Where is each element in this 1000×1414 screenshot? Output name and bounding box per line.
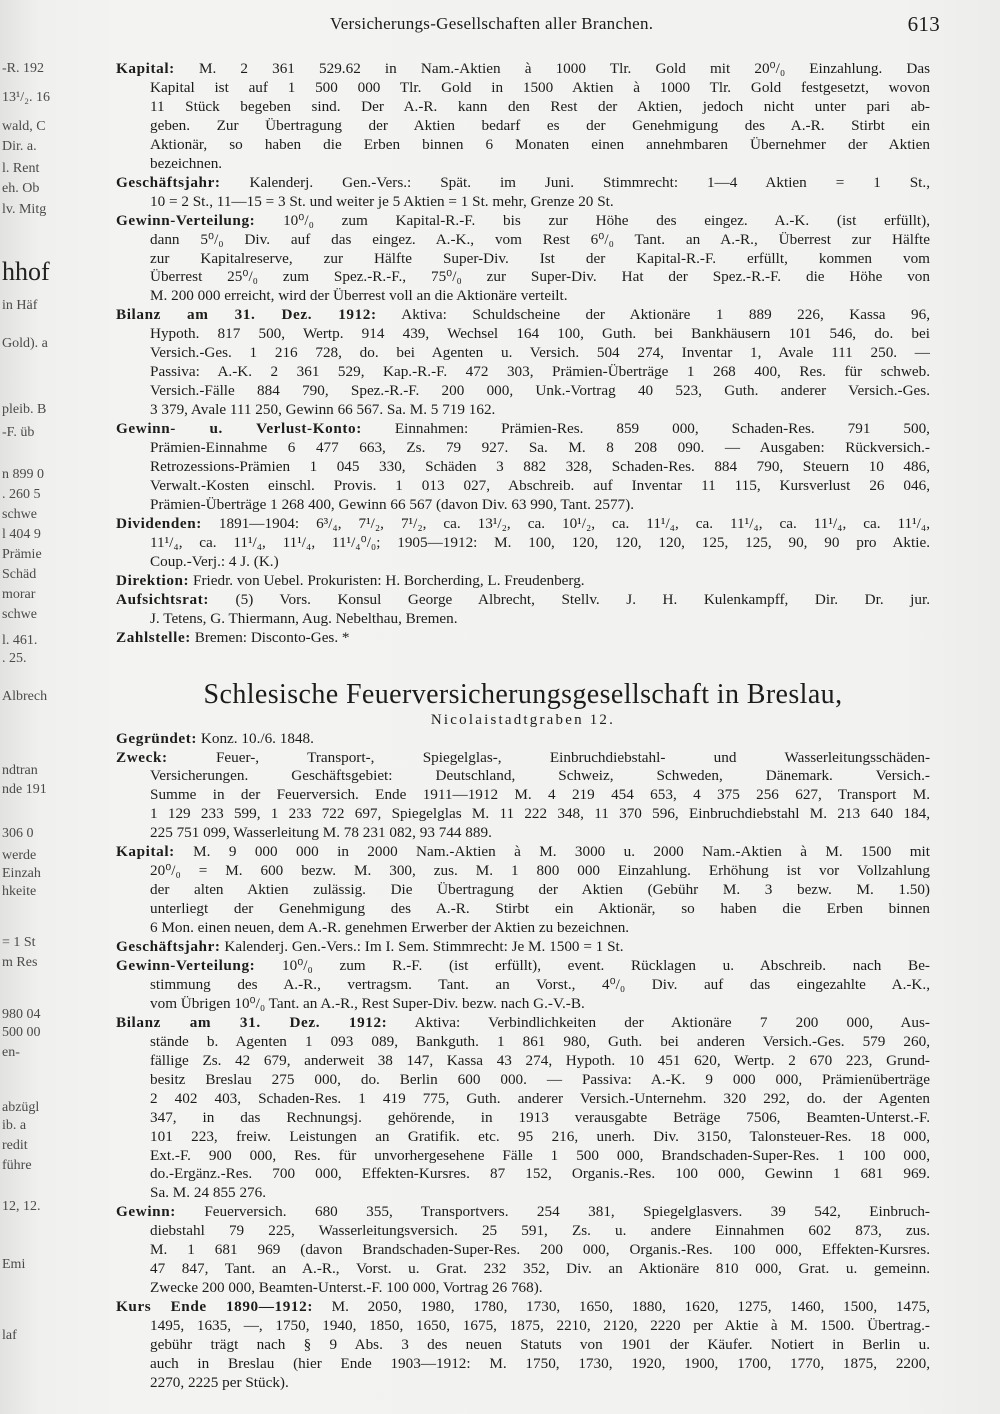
entry-text-line: [116, 155, 930, 174]
margin-fragment: Prämie: [2, 547, 42, 562]
line-text: Aktiva: Verbindlichkeiten der Aktionäre 7 200 000, Aus-: [387, 1013, 930, 1031]
entry-text-line: [116, 534, 930, 553]
margin-fragment: hkeite: [2, 884, 37, 899]
line-text: gebühr trägt nach § 9 Abs. 3 des neuen Statuts von 1901 der Käufer. Notiert in Berlin u.: [150, 1336, 930, 1354]
line-text: 20⁰/₀ = M. 600 bezw. M. 300, zus. M. 1 800 000 Einzahlung. Erhöhung ist vor Vollzahlung: [150, 862, 930, 880]
line-text: 11 Stück begeben sind. Der A.-R. kann den Rest der Aktien, jedoch nicht unter pari ab-: [150, 97, 930, 115]
margin-fragment: 13¹/₂. 16: [2, 90, 50, 105]
section-keyword: Kurs Ende 1890—1912:: [116, 1298, 313, 1316]
line-text: der alten Aktien zulässig. Die Übertragung der Aktien (Gebühr M. 3 bezw. M. 1.50): [150, 881, 930, 899]
entry-text-line: [116, 1374, 930, 1393]
line-text: Konz. 10./6. 1848.: [197, 729, 314, 747]
entry-text-line: [116, 767, 930, 786]
line-text: Friedr. von Uebel. Prokuristen: H. Borcherding, L. Freudenberg.: [189, 571, 585, 589]
margin-fragment: 980 04: [2, 1007, 41, 1022]
entry-text-line: [116, 250, 930, 269]
section-keyword: Geschäftsjahr:: [116, 938, 221, 956]
page-number: 613: [907, 12, 940, 36]
entry-text-line: [116, 79, 930, 98]
line-text: Versich.-Ges. 1 216 728, do. bei Agenten u. Versich. 504 274, Inventar 1, Avale 111 250. —: [150, 344, 930, 362]
entry-text-line: [116, 325, 930, 344]
line-text: Überrest 25⁰/₀ zum Spez.-R.-F., 75⁰/₀ zur Super-Div. Hat der Spez.-R.-F. die Höhe von: [150, 268, 930, 286]
entry-section-line: [116, 1298, 930, 1317]
entry-text-line: [116, 401, 930, 420]
line-text: dann 5⁰/₀ Div. auf das eingez. A.-K., vom Rest 6⁰/₀ Tant. an A.-R., Überrest zur Hälfte: [150, 230, 930, 248]
insurer-entry-schlesische: [116, 730, 930, 1393]
entry-text-line: [116, 439, 930, 458]
header-title: Versicherungs-Gesellschaften aller Branchen.: [330, 14, 654, 33]
margin-fragment: n 899 0: [2, 467, 44, 482]
section-keyword: Dividenden:: [116, 514, 202, 532]
entry-section-line: [116, 938, 930, 957]
insurer-entry-bremen: [116, 60, 930, 648]
entry-section-line: [116, 420, 930, 439]
margin-fragment: Gold). a: [2, 336, 48, 351]
entry-text-line: [116, 1071, 930, 1090]
line-text: diebstahl 79 225, Wasserleitungsversich. 25 591, Zs. u. andere Einnahmen 602 873, zus.: [150, 1222, 930, 1240]
margin-fragment: -R. 192: [2, 61, 44, 76]
company-address: Nicolaistadtgraben 12.: [430, 711, 616, 728]
line-text: Aktionär, so haben die Erben binnen 6 Monaten einen annehmbaren Übernehmer der Aktien: [150, 135, 930, 153]
entry-text-line: [116, 553, 930, 572]
entry-section-line: [116, 957, 930, 976]
section-keyword: Geschäftsjahr:: [116, 173, 221, 191]
section-keyword: Aufsichtsrat:: [116, 590, 210, 608]
line-text: 10 = 2 St., 11—15 = 3 St. und weiter je 5 Aktien = 1 St. mehr, Grenze 20 St.: [150, 192, 614, 210]
entry-text-line: [116, 900, 930, 919]
line-text: 1495, 1635, —, 1750, 1940, 1850, 1650, 1675, 1875, 2210, 2120, 2220 per Aktie à M. 1500. Übertrag.-: [150, 1317, 930, 1335]
entry-text-line: [116, 1147, 930, 1166]
margin-fragment: redit: [2, 1138, 28, 1153]
line-text: Passiva: A.-K. 2 361 529, Kap.-R.-F. 472 303, Prämien-Überträge 1 268 400, Res. für schweb.: [150, 363, 930, 381]
entry-text-line: [116, 344, 930, 363]
margin-fragment: in Häf: [2, 298, 38, 313]
section-keyword: Bilanz am 31. Dez. 1912:: [116, 306, 377, 324]
entry-text-line: [116, 824, 930, 843]
margin-fragment: werde: [2, 848, 37, 863]
entry-section-line: [116, 306, 930, 325]
line-text: 2 402 403, Schaden-Res. 1 419 775, Guth. anderer Versich.-Unternehm. 320 292, do. der Agenten: [150, 1089, 930, 1107]
margin-fragment: = 1 St: [2, 935, 36, 950]
margin-fragment: eh. Ob: [2, 181, 40, 196]
section-keyword: Zweck:: [116, 748, 168, 766]
margin-fragment: lv. Mitg: [2, 202, 47, 217]
entry-section-line: [116, 843, 930, 862]
line-text: 1891—1904: 6³/₄, 7¹/₂, 7¹/₂, ca. 13¹/₂, ca. 10¹/₂, ca. 11¹/₄, ca. 11¹/₄, ca. 11¹/₄, ca. 11¹/₄,: [201, 514, 930, 532]
entry-text-line: [116, 193, 930, 212]
entry-text-line: [116, 477, 930, 496]
margin-fragment: Einzah: [2, 866, 41, 881]
entry-section-line: [116, 212, 930, 231]
line-text: unterliegt der Genehmigung des A.-R. Stirbt ein Aktionär, so haben die Erben binnen: [150, 900, 930, 918]
entry-text-line: [116, 881, 930, 900]
entry-section-line: [116, 730, 930, 749]
line-text: 6 Mon. einen neuen, dem A.-R. genehmen Erwerber der Aktien zu bezeichnen.: [150, 919, 630, 937]
section-keyword: Kapital:: [116, 843, 175, 861]
margin-fragment: 12, 12.: [2, 1199, 41, 1214]
margin-fragment: ndtran: [2, 763, 38, 778]
entry-text-line: [116, 268, 930, 287]
section-keyword: Gegründet:: [116, 729, 198, 747]
line-text: 10⁰/₀ zum R.-F. (ist erfüllt), event. Rücklagen u. Abschreib. nach Be-: [255, 956, 930, 974]
line-text: Versicherungen. Geschäftsgebiet: Deutschland, Schweiz, Schweden, Dänemark. Versich.-: [150, 767, 930, 785]
line-text: zur Kapitalreserve, zur Hälfte Super-Div. Ist der Kapital-R.-F. erfüllt, kommen vom: [150, 249, 930, 267]
text-column: [116, 60, 930, 1393]
margin-fragment: nde 191: [2, 782, 47, 797]
entry-text-line: [116, 287, 930, 306]
line-text: Bremen: Disconto-Ges. *: [190, 628, 350, 646]
line-text: 1 129 233 599, 1 233 722 697, Spiegelglas M. 11 222 348, 11 370 596, Einbruchdiebstahl M. 213 640 184,: [150, 805, 930, 823]
line-text: bezeichnen.: [150, 154, 223, 172]
line-text: Kalenderj. Gen.-Vers.: Spät. im Juni. Stimmrecht: 1—4 Aktien = 1 St.,: [220, 173, 930, 191]
line-text: Feuer-, Transport-, Spiegelglas-, Einbruchdiebstahl- und Wasserleitungsschäden-: [167, 748, 930, 766]
company-heading: Schlesische Feuerversicherungsgesellschaft in Breslau,: [203, 678, 843, 710]
section-keyword: Gewinn-Verteilung:: [116, 956, 256, 974]
section-keyword: Zahlstelle:: [116, 628, 191, 646]
line-text: M. 200 000 erreicht, wird der Überrest voll an die Aktionäre verteilt.: [150, 287, 568, 305]
margin-fragment: 306 0: [2, 826, 34, 841]
margin-fragment: -F. üb: [2, 425, 35, 440]
margin-fragment: l. 461.: [2, 633, 38, 648]
entry-section-line: [116, 591, 930, 610]
section-keyword: Gewinn-Verteilung:: [116, 211, 256, 229]
entry-text-line: [116, 976, 930, 995]
entry-section-line: [116, 515, 930, 534]
line-text: besitz Breslau 275 000, do. Berlin 600 000. — Passiva: A.-K. 9 000 000, Prämienüberträge: [150, 1070, 930, 1088]
line-text: do.-Ergänz.-Res. 700 000, Effekten-Kursres. 87 152, Organis.-Res. 100 000, Gewinn 1 681 969.: [150, 1165, 930, 1183]
entry-text-line: [116, 231, 930, 250]
line-text: auch in Breslau (hier Ende 1903—1912: M. 1750, 1730, 1920, 1900, 1700, 1770, 1875, 2200,: [150, 1355, 930, 1372]
section-keyword: Gewinn- u. Verlust-Konto:: [116, 420, 362, 438]
margin-fragment: Dir. a.: [2, 139, 37, 154]
entry-text-line: [116, 98, 930, 117]
margin-fragment: abzügl: [2, 1100, 40, 1115]
line-text: M. 2 361 529.62 in Nam.-Aktien à 1000 Tlr. Gold mit 20⁰/₀ Einzahlung. Das: [174, 60, 930, 77]
line-text: vom Übrigen 10⁰/₀ Tant. an A.-R., Rest Super-Div. bezw. nach G.-V.-B.: [150, 994, 585, 1012]
entry-text-line: [116, 1279, 930, 1298]
margin-fragment: l. Rent: [2, 161, 40, 176]
line-text: Hypoth. 817 500, Wertp. 914 439, Wechsel 164 100, Guth. bei Bankhäusern 101 546, do. bei: [150, 325, 930, 343]
entry-text-line: [116, 117, 930, 136]
entry-text-line: [116, 1336, 930, 1355]
line-text: M. 9 000 000 in 2000 Nam.-Aktien à M. 3000 u. 2000 Nam.-Aktien à M. 1500 mit: [174, 843, 930, 861]
line-text: Verwalt.-Kosten einschl. Provis. 1 013 027, Abschreib. auf Inventar 11 115, Kursverlust 26 046,: [150, 476, 930, 494]
section-keyword: Direktion:: [116, 571, 190, 589]
margin-fragment: laf: [2, 1328, 17, 1343]
entry-text-line: [116, 805, 930, 824]
line-text: Ext.-F. 900 000, Res. für unvorhergesehene Fälle 1 500 000, Brandschaden-Super-Res. 1 100 000,: [150, 1146, 930, 1164]
section-keyword: Gewinn:: [116, 1203, 176, 1221]
line-text: Prämien-Einnahme 6 477 663, Zs. 79 927. Sa. M. 8 208 090. — Ausgaben: Rückversich.-: [150, 439, 930, 457]
line-text: Sa. M. 24 855 276.: [150, 1184, 267, 1202]
margin-fragment: Emi: [2, 1257, 26, 1272]
entry-section-line: [116, 629, 930, 648]
entry-section-line: [116, 1203, 930, 1222]
entry-text-line: [116, 496, 930, 515]
entry-text-line: [116, 1052, 930, 1071]
entry-section-line: [116, 1014, 930, 1033]
margin-fragment: führe: [2, 1158, 32, 1173]
margin-fragment: schwe: [2, 507, 37, 522]
facing-page-margin-fragments: [0, 56, 72, 1396]
line-text: Coup.-Verj.: 4 J. (K.): [150, 552, 279, 570]
line-text: stände b. Agenten 1 093 089, Bankguth. 1 861 980, Guth. bei anderen Versich.-Ges. 579 260,: [150, 1032, 930, 1050]
entry-text-line: [116, 995, 930, 1014]
entry-text-line: [116, 786, 930, 805]
margin-fragment: . 260 5: [2, 487, 41, 502]
line-text: 101 223, freiw. Leistungen an Gratifik. etc. 95 216, unerh. Div. 3150, Talonsteuer-Res. 18 000,: [150, 1127, 930, 1145]
margin-fragment: Schäd: [2, 567, 37, 582]
entry-text-line: [116, 862, 930, 881]
section-keyword: Kapital:: [116, 60, 175, 77]
line-text: 2270, 2225 per Stück).: [150, 1373, 289, 1391]
line-text: fällige Zs. 42 679, anderweit 38 147, Kassa 43 274, Hypoth. 10 451 620, Wertp. 2 670 223, Grund-: [150, 1051, 930, 1069]
line-text: (5) Vors. Konsul George Albrecht, Stellv. J. H. Kulenkampff, Dir. Dr. jur.: [209, 590, 930, 608]
margin-fragment: hhof: [2, 257, 50, 286]
margin-fragment: 500 00: [2, 1025, 41, 1040]
entry-text-line: [116, 1165, 930, 1184]
entry-section-line: [116, 749, 930, 768]
margin-fragment: morar: [2, 587, 36, 602]
line-text: 347, in das Rechnungsj. gehörende, in 1913 verausgabte Beträge 7506, Beamten-Unterst.-F.: [150, 1108, 930, 1126]
margin-fragment: . 25.: [2, 651, 27, 666]
line-text: 11¹/₄, ca. 11¹/₄, 11¹/₄, 11¹/₄⁰/₀; 1905—1912: M. 100, 120, 120, 120, 125, 125, 90, 90 pro Aktie.: [150, 533, 930, 551]
line-text: Aktiva: Schuldscheine der Aktionäre 1 889 226, Kassa 96,: [376, 306, 930, 324]
entry-text-line: [116, 919, 930, 938]
entry-text-line: [116, 1128, 930, 1147]
entry-text-line: [116, 1317, 930, 1336]
line-text: Zwecke 200 000, Beamten-Unterst.-F. 100 000, Vortrag 26 768).: [150, 1279, 543, 1297]
running-header: [300, 14, 940, 40]
line-text: Versich.-Fälle 884 790, Spez.-R.-F. 200 000, Unk.-Vortrag 40 523, Guth. anderer Versich.-Ges.: [150, 382, 930, 400]
entry-text-line: [116, 1184, 930, 1203]
entry-text-line: [116, 1260, 930, 1279]
line-text: J. Tetens, G. Thiermann, Aug. Nebelthau, Bremen.: [150, 609, 458, 627]
margin-fragment: l 404 9: [2, 527, 41, 542]
entry-section-line: [116, 572, 930, 591]
line-text: Feuerversich. 680 355, Transportvers. 254 381, Spiegelglasvers. 39 542, Einbruch-: [175, 1203, 930, 1221]
margin-fragment: Albrech: [2, 689, 48, 704]
margin-fragment: wald, C: [2, 119, 46, 134]
entry-text-line: [116, 610, 930, 629]
section-keyword: Bilanz am 31. Dez. 1912:: [116, 1013, 388, 1031]
entry-text-line: [116, 382, 930, 401]
entry-text-line: [116, 458, 930, 477]
margin-fragment: m Res: [2, 955, 38, 970]
line-text: Kalenderj. Gen.-Vers.: Im I. Sem. Stimmrecht: Je M. 1500 = 1 St.: [220, 938, 624, 956]
line-text: M. 1 681 969 (davon Brandschaden-Super-Res. 200 000, Organis.-Res. 100 000, Effekten-Kursres.: [150, 1241, 930, 1259]
line-text: 3 379, Avale 111 250, Gewinn 66 567. Sa. M. 5 719 162.: [150, 401, 496, 419]
line-text: M. 2050, 1980, 1780, 1730, 1650, 1880, 1620, 1275, 1460, 1500, 1475,: [312, 1298, 930, 1316]
line-text: 225 751 099, Wasserleitung M. 78 231 082, 93 744 889.: [150, 824, 492, 842]
margin-fragment: pleib. B: [2, 402, 47, 417]
entry-text-line: [116, 1222, 930, 1241]
margin-fragment: schwe: [2, 607, 37, 622]
entry-text-line: [116, 1090, 930, 1109]
line-text: geben. Zur Übertragung der Aktien bedarf es der Genehmigung des A.-R. Stirbt ein: [150, 116, 930, 134]
entry-section-line: [116, 174, 930, 193]
line-text: Kapital ist auf 1 500 000 Tlr. Gold in 1500 Aktien à 1000 Tlr. Gold festgesetzt, wovon: [150, 78, 930, 96]
entry-text-line: [116, 1033, 930, 1052]
entry-text-line: [116, 363, 930, 382]
entry-text-line: [116, 136, 930, 155]
line-text: Retrozessions-Prämien 1 045 330, Schäden 3 882 328, Schaden-Res. 884 790, Steuern 10 486,: [150, 458, 930, 476]
margin-fragment: ib. a: [2, 1118, 27, 1133]
line-text: stimmung des A.-R., vertragsm. Tant. an Vorst., 4⁰/₀ Div. auf das eingezahlte A.-K.,: [150, 975, 930, 993]
entry-section-line: [116, 60, 930, 79]
entry-text-line: [116, 1241, 930, 1260]
line-text: Summe in der Feuerversich. Ende 1911—1912 M. 4 219 454 653, 4 375 256 627, Transport M.: [150, 786, 930, 804]
line-text: Prämien-Überträge 1 268 400, Gewinn 66 567 (davon Div. 63 990, Tant. 2577).: [150, 495, 635, 513]
entry-text-line: [116, 1109, 930, 1128]
line-text: Einnahmen: Prämien-Res. 859 000, Schaden-Res. 791 500,: [361, 420, 930, 438]
line-text: 10⁰/₀ zum Kapital-R.-F. bis zur Höhe des eingez. A.-K. (ist erfüllt),: [255, 211, 930, 229]
entry-text-line: [116, 1355, 930, 1374]
margin-fragment: en-: [2, 1045, 20, 1060]
line-text: 47 847, Tant. an A.-R., Vorst. u. Grat. 232 352, Div. an Aktionäre 810 000, Grat. u. gemeinn.: [150, 1260, 930, 1278]
